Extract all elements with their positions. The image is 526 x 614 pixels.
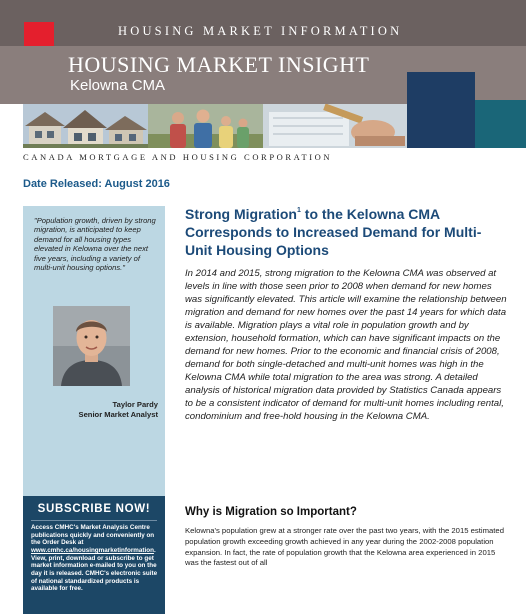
subscribe-heading: SUBSCRIBE NOW!: [37, 503, 151, 515]
publication-title: HOUSING MARKET INSIGHT: [68, 52, 370, 77]
publication-subtitle: Kelowna CMA: [70, 77, 166, 94]
header-top-band: [0, 0, 526, 46]
subscribe-text-details: . View, print, download or subscribe to get market information e-mailed to you on the day it is released. CMHC's electronic suite of national standardized products is available for free.: [31, 547, 158, 593]
article-title-rest: to the Kelowna CMA Corresponds to Increased Demand for Multi-Unit Housing Options: [185, 206, 482, 258]
family-photo: [148, 104, 263, 148]
series-label: HOUSING MARKET INFORMATION: [118, 24, 403, 38]
analyst-quote: "Population growth, driven by strong migration, is anticipated to keep demand for all housing types elevated in Kelowna over the next five years, including a variety of multi-unit housing options.": [34, 216, 156, 273]
teal-accent-block: [475, 100, 526, 148]
order-desk-link[interactable]: www.cmhc.ca/housingmarketinformation: [31, 547, 154, 555]
subscribe-text-intro: Access CMHC's Market Analysis Centre publications quickly and conveniently on the Order Desk at: [31, 524, 155, 547]
subscribe-divider: [31, 520, 157, 521]
analyst-role: Senior Market Analyst: [78, 410, 158, 419]
article-title: [185, 206, 505, 260]
corporation-name: CANADA MORTGAGE AND HOUSING CORPORATION: [23, 152, 333, 162]
body-paragraph: Kelowna's population grew at a stronger rate over the past two years, with the 2015 estimated population growth exceeding growth achieved in any year during the 2002-2008 population expansion. In fact, the rate of population growth that the Kelowna area experienced in 2015 was the fastest out of all: [185, 526, 504, 568]
analyst-photo: [53, 306, 130, 386]
article-intro: In 2014 and 2015, strong migration to the Kelowna CMA was observed at levels in line with those seen prior to 2008 when demand for new homes was significantly elevated. This article will examine the relationship between migration and demand for new homes over the past 14 years for which data is available. Migration plays a vital role in population growth and by extension, household formation, which can have significant impacts on the demand for new homes. Prior to the economic and financial crisis of 2008, demand for both single-detached and multi-unit homes was high in the Kelowna CMA while total migration to the area was strong. A detailed analysis of historical migration data provided by Statistics Canada appears to be a consistent indicator of demand for multi-unit homes including rental, condominium and free-hold housing in the Kelowna CMA.: [185, 268, 507, 422]
houses-photo: [23, 104, 148, 148]
sidebar-quote-box: [23, 206, 165, 496]
section-heading: Why is Migration so Important?: [185, 506, 357, 518]
analyst-name: Taylor Pardy: [112, 400, 158, 409]
blueprint-tools-photo: [263, 104, 407, 148]
header-photo-strip: [23, 104, 407, 148]
article-title-lead: Strong Migration: [185, 206, 297, 222]
date-released: Date Released: August 2016: [23, 178, 170, 190]
navy-accent-block: [407, 72, 475, 148]
footnote-marker[interactable]: 1: [297, 207, 301, 214]
subscribe-box: [23, 496, 165, 614]
subscribe-text: [31, 524, 161, 593]
